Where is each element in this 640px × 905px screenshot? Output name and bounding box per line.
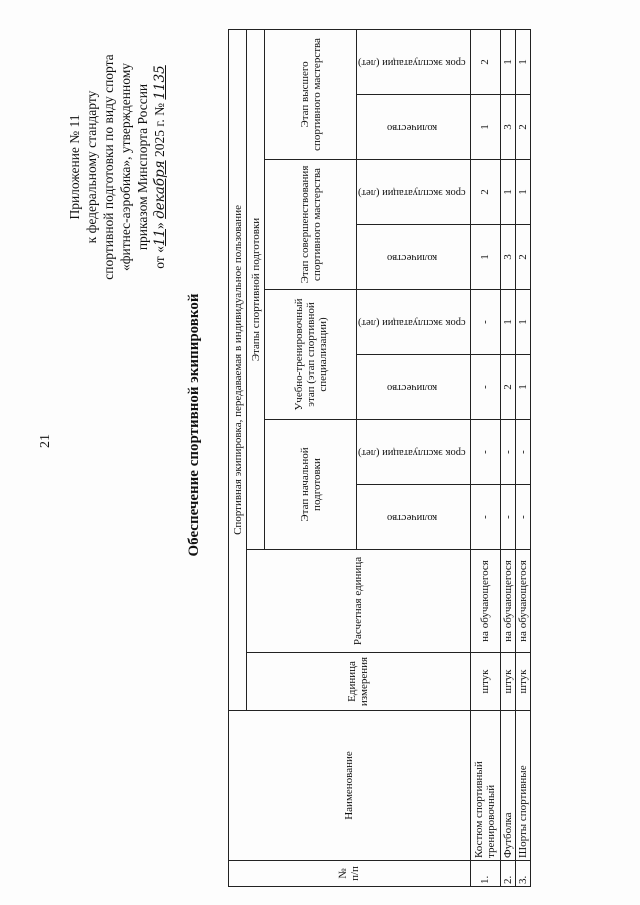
row-num: 3. xyxy=(515,861,530,887)
row-value: 2 xyxy=(500,355,515,420)
page-number: 21 xyxy=(38,434,53,448)
row-name: Футболка xyxy=(500,711,515,861)
row-value: - xyxy=(470,485,500,550)
row-calc: на обучающегося xyxy=(500,550,515,653)
annex-line-3: спортивной подготовки по виду спорта xyxy=(101,54,116,280)
header-group-stages: Этапы спортивной подготовки xyxy=(247,29,265,549)
date-month: декабря xyxy=(152,160,168,219)
header-term: срок эксплуатации (лет) xyxy=(357,29,471,94)
row-value: 1 xyxy=(470,95,500,160)
header-term: срок эксплуатации (лет) xyxy=(357,160,471,225)
row-value: - xyxy=(500,420,515,485)
row-value: - xyxy=(500,485,515,550)
row-calc: на обучающегося xyxy=(515,550,530,653)
row-value: 1 xyxy=(515,160,530,225)
row-value: 1 xyxy=(500,290,515,355)
header-name: Наименование xyxy=(229,711,471,861)
annex-line-5: приказом Минспорта России xyxy=(135,83,150,251)
row-name: Шорты спортивные xyxy=(515,711,530,861)
annex-date-line: от «11» декабря 2025 г. № 1135 xyxy=(152,65,168,269)
row-value: 2 xyxy=(515,225,530,290)
annex-block xyxy=(66,17,169,317)
row-name: Костюм спортивный тренировочный xyxy=(470,711,500,861)
row-value: - xyxy=(470,420,500,485)
annex-line-2: к федеральному стандарту xyxy=(84,90,99,244)
document-title: Обеспечение спортивной экипировкой xyxy=(186,293,202,557)
header-unit: Единица измерения xyxy=(247,653,471,711)
annex-line-1: Приложение № 11 xyxy=(67,114,82,220)
table-row xyxy=(470,29,500,886)
row-value: 3 xyxy=(500,95,515,160)
row-value: 1 xyxy=(515,290,530,355)
header-calc: Расчетная единица xyxy=(247,550,471,653)
header-num: № п/п xyxy=(229,861,471,887)
row-value: 1 xyxy=(515,29,530,94)
row-value: - xyxy=(515,420,530,485)
header-term: срок эксплуатации (лет) xyxy=(357,420,471,485)
header-qty: количество xyxy=(357,95,471,160)
header-qty: количество xyxy=(357,355,471,420)
row-calc: на обучающегося xyxy=(470,550,500,653)
row-num: 2. xyxy=(500,861,515,887)
table-row xyxy=(500,29,515,886)
header-stage-2: Учебно-тренировочный этап (этап спортивной специализации) xyxy=(265,290,357,420)
header-qty: количество xyxy=(357,225,471,290)
table-row xyxy=(515,29,530,886)
annex-line-4: «фитнес-аэробика», утвержденному xyxy=(118,63,133,271)
date-day: 11 xyxy=(152,228,168,247)
row-value: 3 xyxy=(500,225,515,290)
order-number: 1135 xyxy=(152,65,168,100)
header-stage-3: Этап совершенствования спортивного мастерства xyxy=(265,160,357,290)
header-group-main: Спортивная экипировка, передаваемая в индивидуальное пользование xyxy=(229,29,247,710)
row-value: - xyxy=(470,355,500,420)
row-unit: штук xyxy=(515,653,530,711)
row-value: 1 xyxy=(470,225,500,290)
row-value: 1 xyxy=(515,355,530,420)
row-num: 1. xyxy=(470,861,500,887)
header-qty: количество xyxy=(357,485,471,550)
row-value: 1 xyxy=(500,160,515,225)
row-value: 2 xyxy=(470,29,500,94)
date-prefix: от « xyxy=(152,246,167,269)
header-stage-1: Этап начальной подготовки xyxy=(265,420,357,550)
row-value: 1 xyxy=(500,29,515,94)
equipment-table xyxy=(228,29,531,887)
row-value: - xyxy=(515,485,530,550)
date-year: 2025 г. № xyxy=(152,102,167,157)
row-unit: штук xyxy=(470,653,500,711)
header-stage-4: Этап высшего спортивного мастерства xyxy=(265,29,357,159)
row-value: - xyxy=(470,290,500,355)
row-value: 2 xyxy=(515,95,530,160)
header-term: срок эксплуатации (лет) xyxy=(357,290,471,355)
row-unit: штук xyxy=(500,653,515,711)
row-value: 2 xyxy=(470,160,500,225)
